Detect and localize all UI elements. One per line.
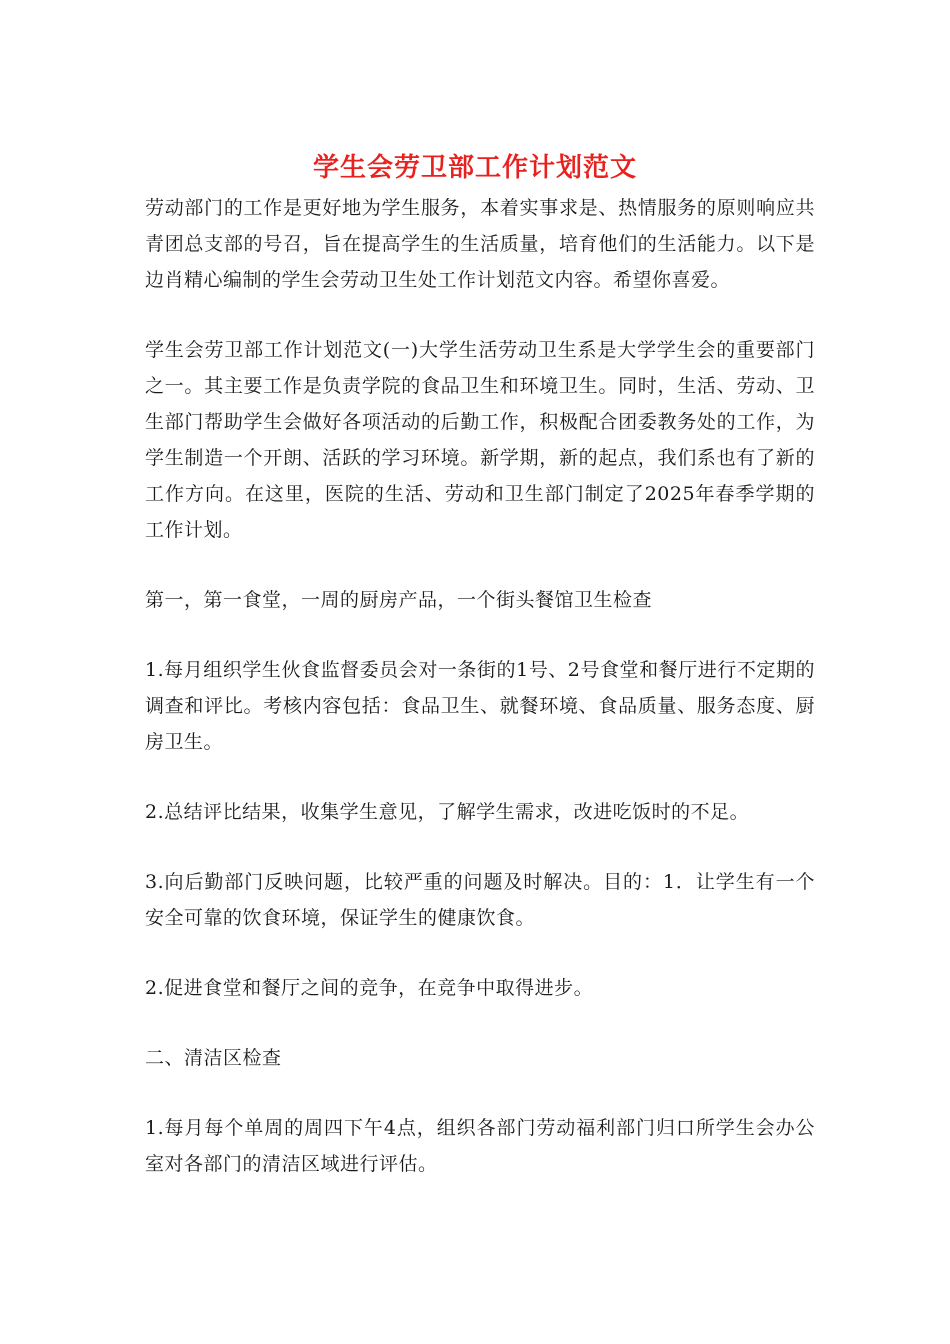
document-title: 学生会劳卫部工作计划范文 bbox=[312, 153, 637, 183]
list-item-1: 1.每月组织学生伙食监督委员会对一条街的1号、2号食堂和餐厅进行不定期的调查和评比。考核内容包括：食品卫生、就餐环境、食品质量、服务态度、厨房卫生。 bbox=[145, 659, 815, 753]
list-item-2: 2.总结评比结果，收集学生意见，了解学生需求，改进吃饭时的不足。 bbox=[145, 801, 750, 823]
paragraph-intro: 劳动部门的工作是更好地为学生服务，本着实事求是、热情服务的原则响应共青团总支部的号召，旨在提高学生的生活质量，培育他们的生活能力。以下是边肖精心编制的学生会劳动卫生处工作计划范文内容。希望你喜爱。 bbox=[145, 197, 815, 291]
paragraph-plan-overview: 学生会劳卫部工作计划范文(一)大学生活劳动卫生系是大学学生会的重要部门之一。其主要工作是负责学院的食品卫生和环境卫生。同时，生活、劳动、卫生部门帮助学生会做好各项活动的后勤工作，积极配合团委教务处的工作，为学生制造一个开朗、活跃的学习环境。新学期，新的起点，我们系也有了新的工作方向。在这里，医院的生活、劳动和卫生部门制定了2025年春季学期的工作计划。 bbox=[145, 339, 815, 541]
section-heading-cleaning: 二、清洁区检查 bbox=[145, 1047, 282, 1069]
list-item-3: 3.向后勤部门反映问题，比较严重的问题及时解决。目的：1．让学生有一个安全可靠的饮食环境，保证学生的健康饮食。 bbox=[145, 871, 815, 929]
document-body bbox=[145, 190, 815, 1216]
list-item-cleaning-1: 1.每月每个单周的周四下午4点，组织各部门劳动福利部门归口所学生会办公室对各部门的清洁区域进行评估。 bbox=[145, 1117, 815, 1175]
section-heading-canteen: 第一，第一食堂，一周的厨房产品，一个街头餐馆卫生检查 bbox=[145, 589, 653, 611]
list-item-2-goal: 2.促进食堂和餐厅之间的竞争，在竞争中取得进步。 bbox=[145, 977, 594, 999]
